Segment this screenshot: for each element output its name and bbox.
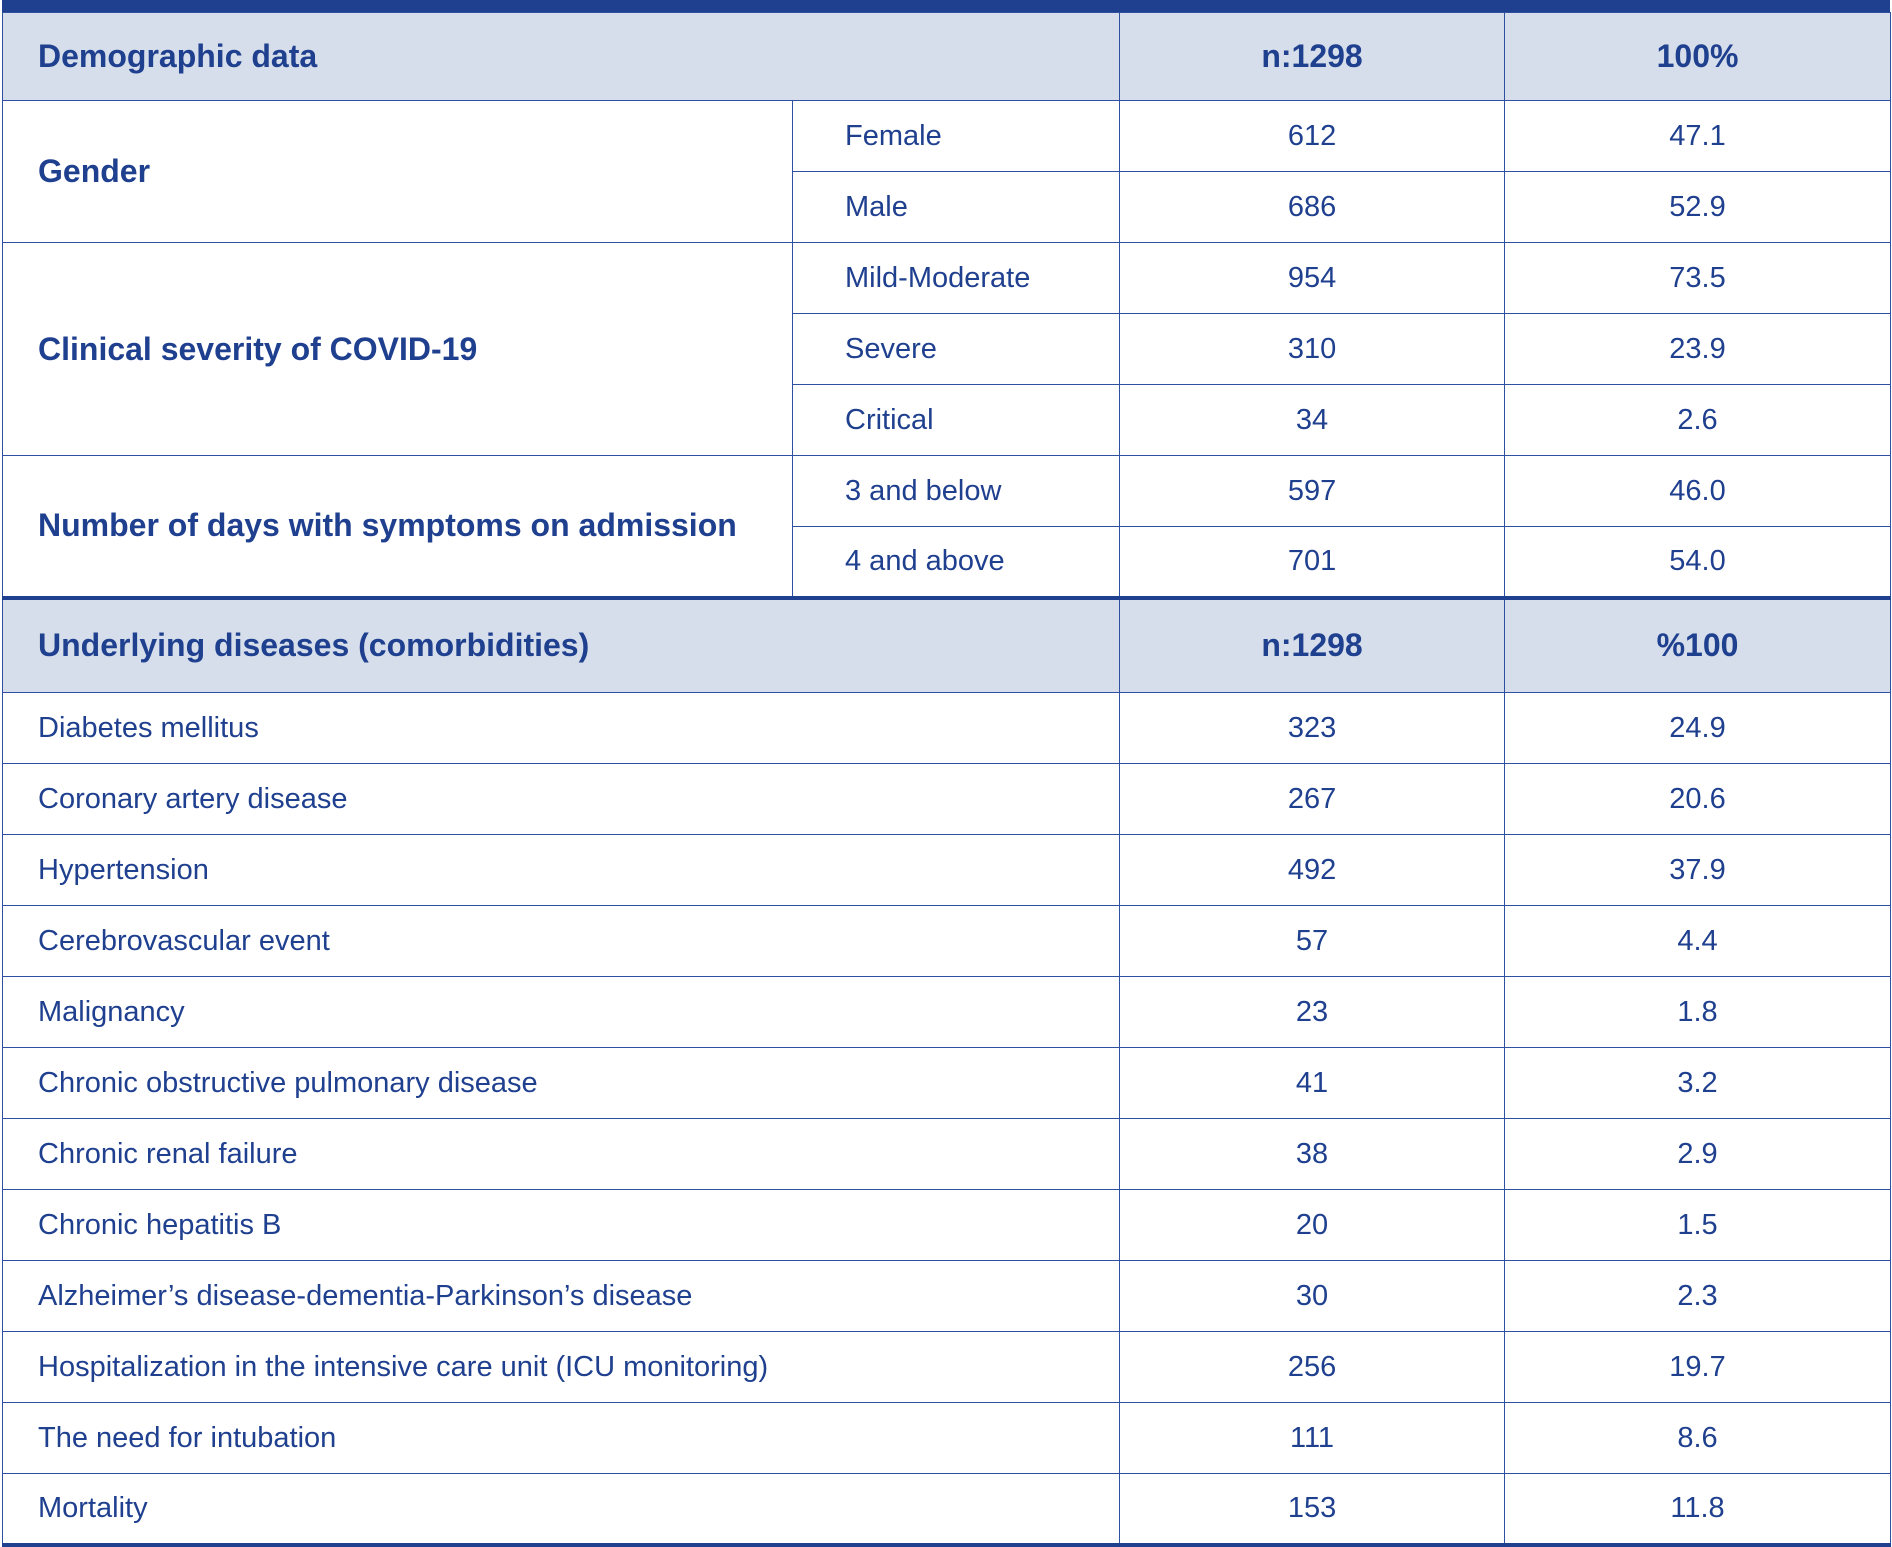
row-label: Chronic obstructive pulmonary disease <box>3 1048 1120 1119</box>
row-count: 954 <box>1120 243 1505 314</box>
row-count: 310 <box>1120 314 1505 385</box>
table-row <box>3 1048 1891 1119</box>
row-label: Diabetes mellitus <box>3 693 1120 764</box>
demographics-header-label: Demographic data <box>3 13 1120 101</box>
row-percent: 46.0 <box>1505 456 1891 527</box>
table-row <box>3 906 1891 977</box>
row-label: Critical <box>793 385 1120 456</box>
row-count: 111 <box>1120 1403 1505 1474</box>
demographics-header-pct: 100% <box>1505 13 1891 101</box>
row-percent: 37.9 <box>1505 835 1891 906</box>
table-row <box>3 693 1891 764</box>
group-label-severity: Clinical severity of COVID-19 <box>3 243 793 456</box>
row-label: Male <box>793 172 1120 243</box>
row-count: 256 <box>1120 1332 1505 1403</box>
row-percent: 8.6 <box>1505 1403 1891 1474</box>
row-count: 20 <box>1120 1190 1505 1261</box>
table-row <box>3 977 1891 1048</box>
group-label-gender: Gender <box>3 101 793 243</box>
row-percent: 47.1 <box>1505 101 1891 172</box>
data-table <box>2 12 1891 1547</box>
comorbidities-header-label: Underlying diseases (comorbidities) <box>3 598 1120 693</box>
row-count: 30 <box>1120 1261 1505 1332</box>
table-body <box>3 13 1891 1545</box>
row-label: Hospitalization in the intensive care unit (ICU monitoring) <box>3 1332 1120 1403</box>
table-row <box>3 1332 1891 1403</box>
row-label: Alzheimer’s disease-dementia-Parkinson’s disease <box>3 1261 1120 1332</box>
row-count: 38 <box>1120 1119 1505 1190</box>
row-label: Coronary artery disease <box>3 764 1120 835</box>
table-container <box>2 0 1890 1547</box>
table-row <box>3 243 1891 314</box>
comorbidities-header-pct: %100 <box>1505 598 1891 693</box>
table-row <box>3 456 1891 527</box>
row-percent: 2.9 <box>1505 1119 1891 1190</box>
row-count: 41 <box>1120 1048 1505 1119</box>
row-label: Hypertension <box>3 835 1120 906</box>
row-count: 23 <box>1120 977 1505 1048</box>
row-percent: 24.9 <box>1505 693 1891 764</box>
row-percent: 2.3 <box>1505 1261 1891 1332</box>
row-label: 4 and above <box>793 527 1120 598</box>
table-row <box>3 101 1891 172</box>
table-row <box>3 1403 1891 1474</box>
comorbidities-header-n: n:1298 <box>1120 598 1505 693</box>
table-row <box>3 764 1891 835</box>
table-row <box>3 1261 1891 1332</box>
row-percent: 52.9 <box>1505 172 1891 243</box>
row-count: 597 <box>1120 456 1505 527</box>
row-percent: 19.7 <box>1505 1332 1891 1403</box>
row-count: 57 <box>1120 906 1505 977</box>
row-label: Chronic renal failure <box>3 1119 1120 1190</box>
row-count: 701 <box>1120 527 1505 598</box>
row-percent: 54.0 <box>1505 527 1891 598</box>
row-label: Chronic hepatitis B <box>3 1190 1120 1261</box>
row-label: Cerebrovascular event <box>3 906 1120 977</box>
row-count: 686 <box>1120 172 1505 243</box>
demographics-header-row <box>3 13 1891 101</box>
row-count: 153 <box>1120 1474 1505 1545</box>
row-percent: 73.5 <box>1505 243 1891 314</box>
row-count: 267 <box>1120 764 1505 835</box>
row-label: The need for intubation <box>3 1403 1120 1474</box>
row-percent: 4.4 <box>1505 906 1891 977</box>
row-label: Female <box>793 101 1120 172</box>
row-percent: 1.5 <box>1505 1190 1891 1261</box>
row-percent: 20.6 <box>1505 764 1891 835</box>
row-count: 34 <box>1120 385 1505 456</box>
row-count: 612 <box>1120 101 1505 172</box>
row-label: 3 and below <box>793 456 1120 527</box>
table-row <box>3 1119 1891 1190</box>
comorbidities-header-row <box>3 598 1891 693</box>
row-percent: 23.9 <box>1505 314 1891 385</box>
table-row <box>3 835 1891 906</box>
row-label: Mild-Moderate <box>793 243 1120 314</box>
demographics-header-n: n:1298 <box>1120 13 1505 101</box>
row-count: 323 <box>1120 693 1505 764</box>
row-percent: 2.6 <box>1505 385 1891 456</box>
row-count: 492 <box>1120 835 1505 906</box>
row-percent: 1.8 <box>1505 977 1891 1048</box>
row-label: Mortality <box>3 1474 1120 1545</box>
top-rule <box>2 0 1890 12</box>
table-row <box>3 1474 1891 1545</box>
row-label: Severe <box>793 314 1120 385</box>
row-percent: 11.8 <box>1505 1474 1891 1545</box>
row-label: Malignancy <box>3 977 1120 1048</box>
group-label-symptom-days: Number of days with symptoms on admission <box>3 456 793 598</box>
table-row <box>3 1190 1891 1261</box>
row-percent: 3.2 <box>1505 1048 1891 1119</box>
